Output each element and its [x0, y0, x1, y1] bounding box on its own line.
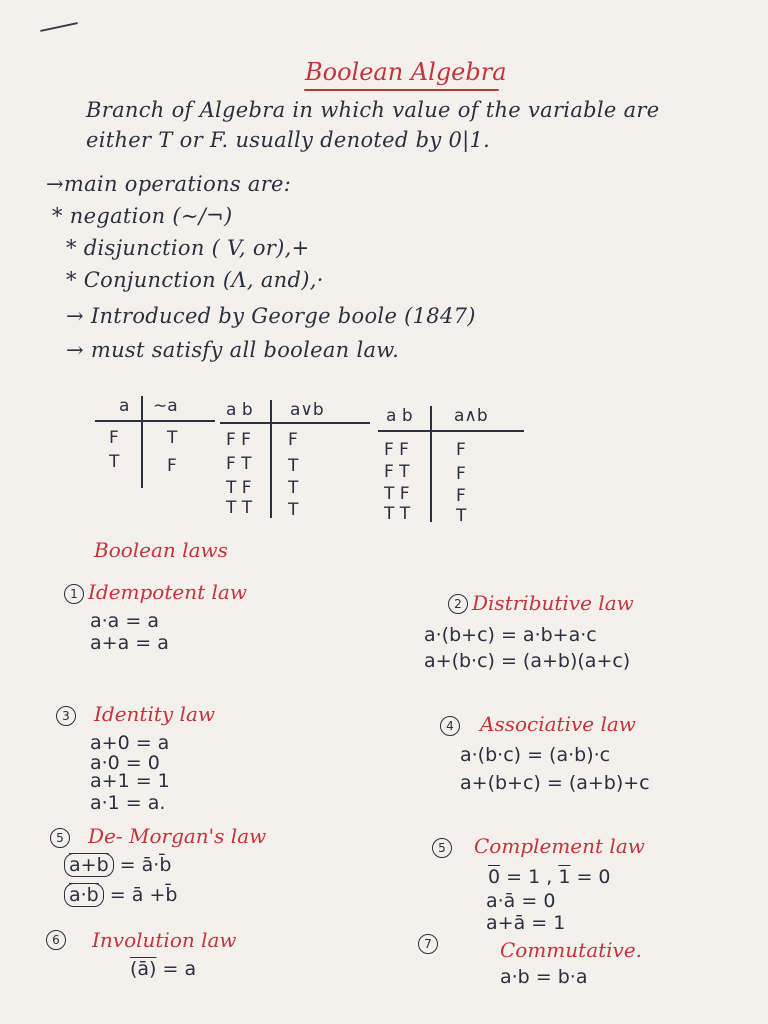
- table-cell: T: [167, 428, 178, 448]
- law-equation: a·0 = 0: [90, 752, 160, 774]
- law-equation: a+(b+c) = (a+b)+c: [460, 772, 650, 794]
- laws-heading: Boolean laws: [94, 538, 228, 562]
- conjunction-table: [378, 406, 524, 526]
- table-cell: T: [288, 500, 299, 520]
- law-equation: a+ā = 1: [486, 912, 566, 934]
- law-equation: a·ā = 0: [486, 890, 556, 912]
- law-title-involution: Involution law: [92, 928, 237, 952]
- complement-value: = 0: [576, 866, 611, 888]
- table-header: a∨b: [290, 400, 324, 420]
- table-cell: F: [456, 440, 466, 460]
- law-number: 7: [418, 934, 438, 954]
- law-equation: [64, 854, 171, 876]
- law-equation: [64, 884, 177, 906]
- table-header: a b: [386, 406, 413, 426]
- table-rule: [95, 420, 215, 422]
- intro-line-2: either T or F. usually denoted by 0|1.: [86, 128, 491, 152]
- table-header: a b: [226, 400, 253, 420]
- law-equation: a·b = b·a: [500, 966, 588, 988]
- operation-negation: * negation (∼/¬): [52, 204, 233, 228]
- table-cell: F F: [384, 440, 409, 460]
- complement-value: 0: [488, 866, 501, 888]
- law-equation: a·a = a: [90, 610, 159, 632]
- table-cell: F: [109, 428, 119, 448]
- operations-heading: →main operations are:: [46, 172, 292, 196]
- table-rule: [220, 422, 370, 424]
- demorgan-rhs: = ā·b̄: [119, 854, 172, 876]
- note-satisfy: → must satisfy all boolean law.: [66, 338, 400, 362]
- table-cell: F: [167, 456, 177, 476]
- demorgan-rhs: = ā +b̄: [109, 884, 178, 906]
- negation-table: [95, 396, 215, 496]
- note-introduced: → Introduced by George boole (1847): [66, 304, 476, 328]
- demorgan-lhs: a·b: [64, 883, 104, 907]
- law-number: 4: [440, 716, 460, 736]
- table-cell: F: [288, 430, 298, 450]
- law-title-idempotent: Idempotent law: [88, 580, 247, 604]
- table-cell: T: [109, 452, 120, 472]
- pen-mark: [40, 22, 78, 32]
- table-cell: F F: [226, 430, 251, 450]
- intro-line-1: Branch of Algebra in which value of the variable are: [86, 98, 660, 122]
- law-equation: a+0 = a: [90, 732, 170, 754]
- title-underline: [304, 89, 499, 91]
- law-equation: [130, 958, 196, 980]
- operation-disjunction: * disjunction ( V, or),+: [66, 236, 310, 260]
- law-title-associative: Associative law: [480, 712, 636, 736]
- table-header: a∧b: [454, 406, 488, 426]
- table-cell: T F: [384, 484, 410, 504]
- law-equation: a·1 = a.: [90, 792, 166, 814]
- law-title-de-morgan: De- Morgan's law: [88, 824, 267, 848]
- law-number: 3: [56, 706, 76, 726]
- law-number: 2: [448, 594, 468, 614]
- table-cell: T F: [226, 478, 252, 498]
- complement-value: = 1 ,: [506, 866, 553, 888]
- law-equation: a+1 = 1: [90, 770, 170, 792]
- table-cell: F: [456, 486, 466, 506]
- table-cell: T: [288, 478, 299, 498]
- law-equation: a·(b+c) = a·b+a·c: [424, 624, 597, 646]
- involution-rhs: = a: [162, 958, 197, 980]
- table-rule: [378, 430, 524, 432]
- law-equation: a+(b·c) = (a+b)(a+c): [424, 650, 631, 672]
- law-equation: [488, 866, 611, 888]
- law-number: 1: [64, 584, 84, 604]
- law-equation: a·(b·c) = (a·b)·c: [460, 744, 611, 766]
- demorgan-lhs: a+b: [64, 853, 114, 877]
- operation-conjunction: * Conjunction (Λ, and),·: [66, 268, 324, 292]
- table-header: a: [119, 396, 130, 416]
- law-number: 5: [432, 838, 452, 858]
- law-equation: a+a = a: [90, 632, 169, 654]
- table-cell: T T: [226, 498, 253, 518]
- involution-lhs: (ā): [130, 958, 157, 980]
- table-header: ∼a: [153, 396, 178, 416]
- page-title: Boolean Algebra: [305, 58, 507, 86]
- law-number: 6: [46, 930, 66, 950]
- law-number: 5: [50, 828, 70, 848]
- table-cell: F T: [226, 454, 252, 474]
- table-cell: F: [456, 464, 466, 484]
- table-cell: F T: [384, 462, 410, 482]
- law-title-distributive: Distributive law: [472, 591, 634, 615]
- table-cell: T T: [384, 504, 411, 524]
- table-cell: T: [456, 506, 467, 526]
- law-title-complement: Complement law: [474, 834, 645, 858]
- complement-value: 1: [558, 866, 571, 888]
- table-rule: [270, 400, 272, 518]
- law-title-identity: Identity law: [94, 702, 215, 726]
- table-cell: T: [288, 456, 299, 476]
- table-rule: [141, 396, 143, 488]
- table-rule: [430, 406, 432, 522]
- law-title-commutative: Commutative.: [500, 938, 643, 962]
- disjunction-table: [220, 400, 370, 520]
